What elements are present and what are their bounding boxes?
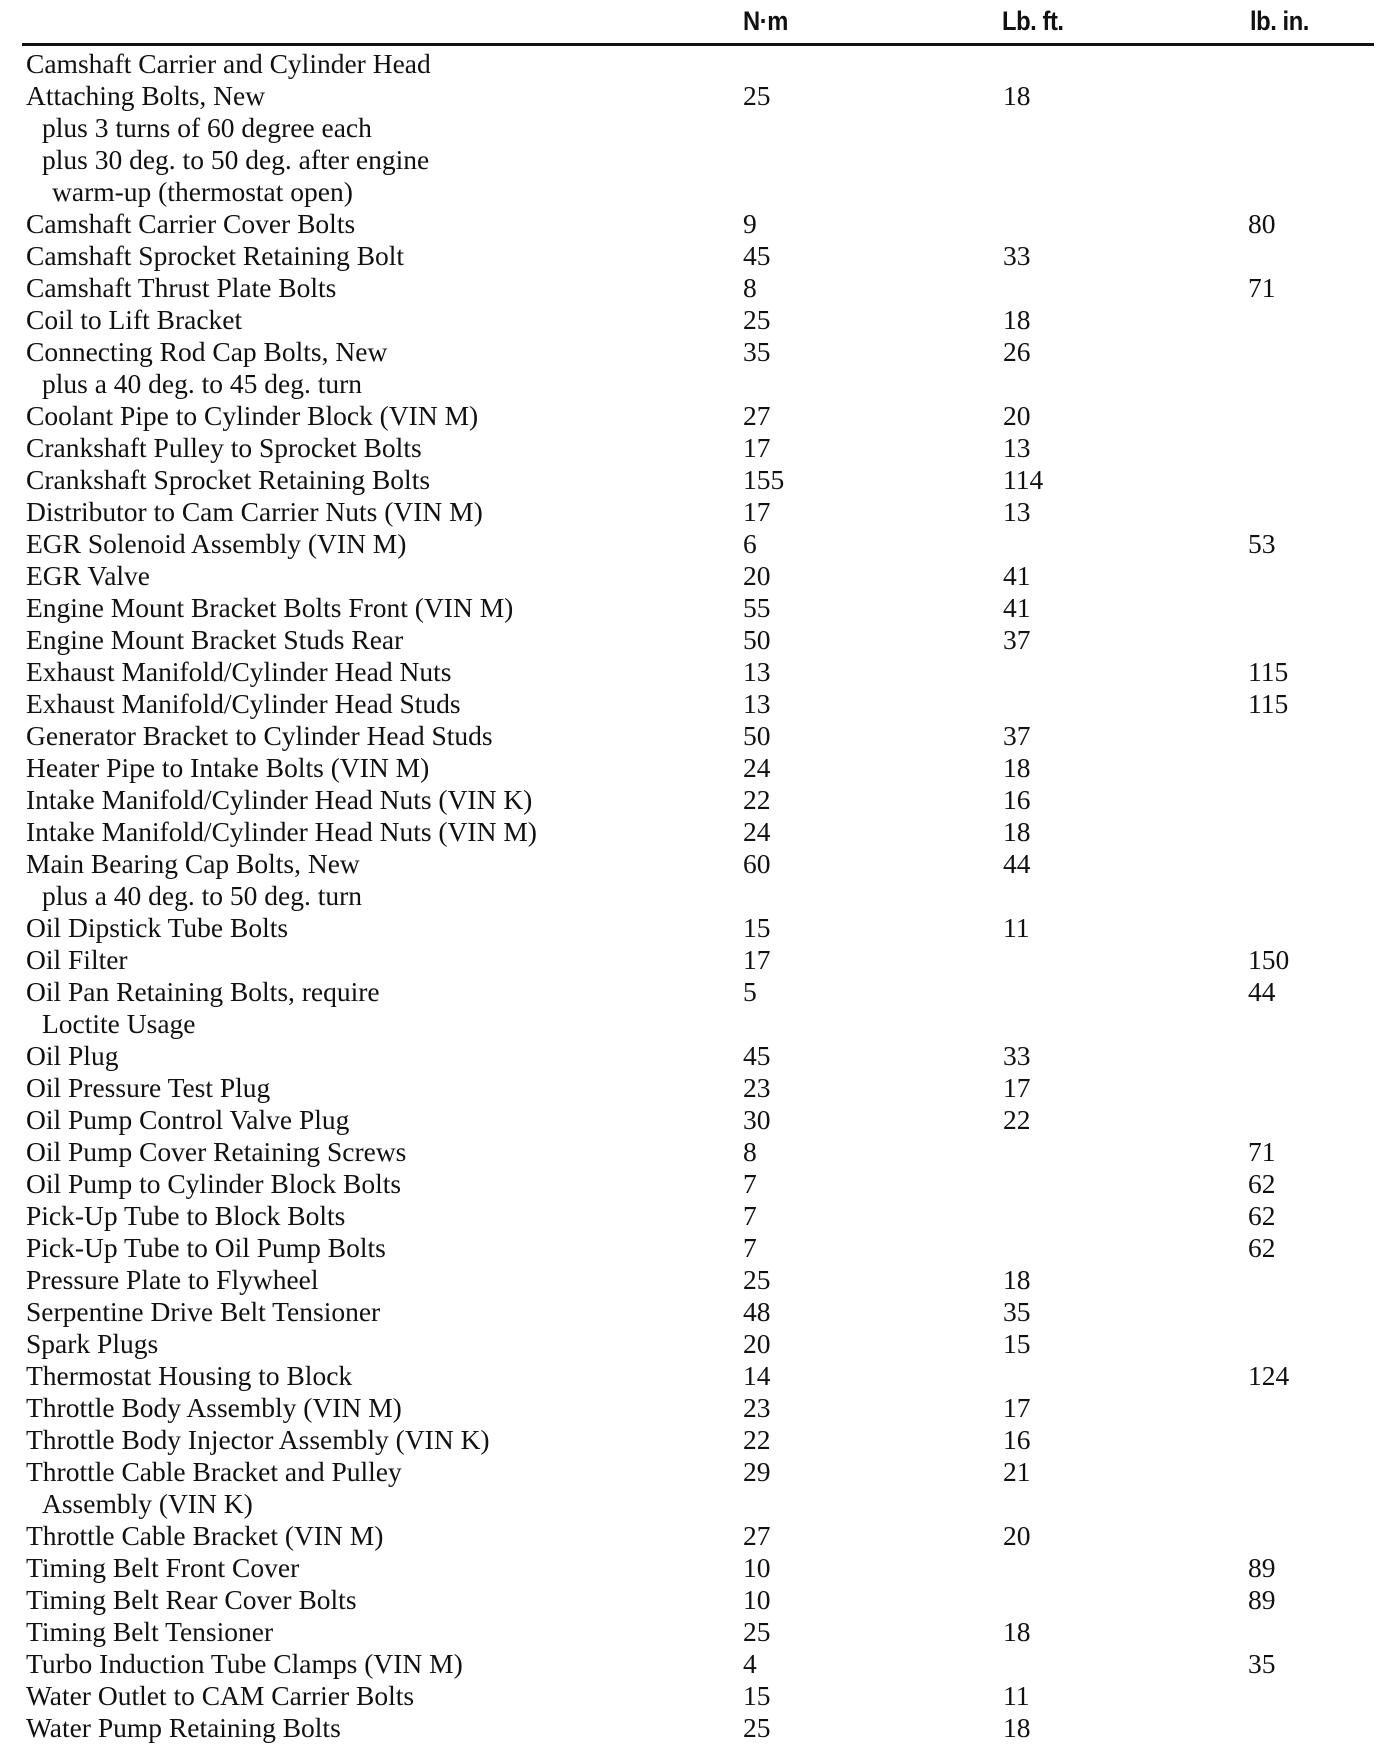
table-row — [0, 1328, 1392, 1360]
value-lbft: 13 — [1003, 432, 1031, 463]
value-nm: 45 — [743, 1040, 771, 1071]
value-nm: 24 — [743, 816, 771, 847]
table-row — [0, 1648, 1392, 1680]
value-nm: 55 — [743, 592, 771, 623]
value-lbft: 35 — [1003, 1296, 1031, 1327]
value-nm: 35 — [743, 336, 771, 367]
spec-description: Main Bearing Cap Bolts, New — [26, 848, 360, 879]
spec-description: Throttle Cable Bracket and Pulley — [26, 1456, 402, 1487]
spec-description: Timing Belt Tensioner — [26, 1616, 274, 1647]
spec-description: Water Outlet to CAM Carrier Bolts — [26, 1680, 415, 1711]
table-row — [0, 752, 1392, 784]
spec-description: Loctite Usage — [42, 1008, 196, 1039]
spec-description: Engine Mount Bracket Studs Rear — [26, 624, 404, 655]
spec-description: Connecting Rod Cap Bolts, New — [26, 336, 388, 367]
spec-description: Engine Mount Bracket Bolts Front (VIN M) — [26, 592, 514, 623]
value-nm: 13 — [743, 656, 771, 687]
table-row — [0, 80, 1392, 112]
spec-description: Pressure Plate to Flywheel — [26, 1264, 319, 1295]
value-lbft: 11 — [1003, 912, 1030, 943]
table-row — [0, 1552, 1392, 1584]
value-nm: 5 — [743, 976, 757, 1007]
value-lbin: 89 — [1248, 1552, 1276, 1583]
table-row — [0, 1680, 1392, 1712]
value-lbft: 18 — [1003, 1264, 1031, 1295]
table-row — [0, 400, 1392, 432]
spec-description: Timing Belt Front Cover — [26, 1552, 300, 1583]
spec-description: Distributor to Cam Carrier Nuts (VIN M) — [26, 496, 483, 527]
table-row — [0, 1200, 1392, 1232]
table-row — [0, 208, 1392, 240]
value-nm: 10 — [743, 1552, 771, 1583]
spec-description: Crankshaft Sprocket Retaining Bolts — [26, 464, 431, 495]
table-row — [0, 1520, 1392, 1552]
value-nm: 13 — [743, 688, 771, 719]
table-row — [0, 304, 1392, 336]
table-row — [0, 112, 1392, 144]
value-lbft: 17 — [1003, 1072, 1031, 1103]
value-lbin: 62 — [1248, 1168, 1276, 1199]
value-lbft: 18 — [1003, 304, 1031, 335]
spec-description: Serpentine Drive Belt Tensioner — [26, 1296, 381, 1327]
value-nm: 25 — [743, 80, 771, 111]
column-header-lbin: lb. in. — [1250, 6, 1309, 36]
value-nm: 27 — [743, 1520, 771, 1551]
column-header-lbft: Lb. ft. — [1002, 6, 1064, 36]
value-lbin: 62 — [1248, 1232, 1276, 1263]
value-lbin: 44 — [1248, 976, 1276, 1007]
spec-description: plus 3 turns of 60 degree each — [42, 112, 372, 143]
table-row — [0, 48, 1392, 80]
table-row — [0, 368, 1392, 400]
spec-description: Throttle Body Assembly (VIN M) — [26, 1392, 402, 1423]
value-nm: 6 — [743, 528, 757, 559]
spec-description: Oil Filter — [26, 944, 128, 975]
value-nm: 7 — [743, 1200, 757, 1231]
table-row — [0, 1232, 1392, 1264]
value-lbin: 115 — [1248, 688, 1289, 719]
table-row — [0, 624, 1392, 656]
spec-description: Oil Plug — [26, 1040, 119, 1071]
table-row — [0, 784, 1392, 816]
value-nm: 25 — [743, 1616, 771, 1647]
value-lbft: 15 — [1003, 1328, 1031, 1359]
value-lbft: 16 — [1003, 784, 1031, 815]
value-nm: 155 — [743, 464, 785, 495]
value-nm: 50 — [743, 720, 771, 751]
value-lbin: 35 — [1248, 1648, 1276, 1679]
table-row — [0, 1616, 1392, 1648]
value-lbft: 37 — [1003, 720, 1031, 751]
value-nm: 23 — [743, 1392, 771, 1423]
spec-description: Turbo Induction Tube Clamps (VIN M) — [26, 1648, 463, 1679]
header-rule — [22, 43, 1374, 46]
spec-description: Pick-Up Tube to Oil Pump Bolts — [26, 1232, 386, 1263]
table-row — [0, 1488, 1392, 1520]
value-lbft: 22 — [1003, 1104, 1031, 1135]
value-lbin: 89 — [1248, 1584, 1276, 1615]
value-nm: 4 — [743, 1648, 757, 1679]
table-row — [0, 1168, 1392, 1200]
value-lbft: 18 — [1003, 752, 1031, 783]
spec-description: Heater Pipe to Intake Bolts (VIN M) — [26, 752, 430, 783]
value-nm: 48 — [743, 1296, 771, 1327]
spec-description: Water Pump Retaining Bolts — [26, 1712, 341, 1743]
table-row — [0, 656, 1392, 688]
table-row — [0, 1712, 1392, 1744]
spec-description: Exhaust Manifold/Cylinder Head Nuts — [26, 656, 452, 687]
value-nm: 17 — [743, 944, 771, 975]
value-lbft: 18 — [1003, 816, 1031, 847]
spec-description: EGR Valve — [26, 560, 150, 591]
value-nm: 8 — [743, 1136, 757, 1167]
table-row — [0, 1040, 1392, 1072]
table-row — [0, 720, 1392, 752]
table-row — [0, 1136, 1392, 1168]
value-nm: 50 — [743, 624, 771, 655]
value-nm: 25 — [743, 304, 771, 335]
value-lbft: 33 — [1003, 1040, 1031, 1071]
table-row — [0, 176, 1392, 208]
spec-description: Camshaft Thrust Plate Bolts — [26, 272, 337, 303]
value-nm: 10 — [743, 1584, 771, 1615]
value-nm: 24 — [743, 752, 771, 783]
value-lbft: 21 — [1003, 1456, 1031, 1487]
value-lbin: 115 — [1248, 656, 1289, 687]
table-row — [0, 240, 1392, 272]
spec-description: Throttle Cable Bracket (VIN M) — [26, 1520, 384, 1551]
value-lbft: 41 — [1003, 560, 1031, 591]
table-row — [0, 528, 1392, 560]
spec-description: Oil Pump Cover Retaining Screws — [26, 1136, 407, 1167]
table-row — [0, 976, 1392, 1008]
spec-description: Intake Manifold/Cylinder Head Nuts (VIN M) — [26, 816, 537, 847]
value-nm: 9 — [743, 208, 757, 239]
table-row — [0, 1104, 1392, 1136]
table-row — [0, 336, 1392, 368]
spec-description: Throttle Body Injector Assembly (VIN K) — [26, 1424, 490, 1455]
table-row — [0, 816, 1392, 848]
table-row — [0, 1008, 1392, 1040]
spec-description: Oil Pan Retaining Bolts, require — [26, 976, 380, 1007]
table-row — [0, 1456, 1392, 1488]
torque-table — [0, 48, 1392, 1744]
value-nm: 23 — [743, 1072, 771, 1103]
value-lbft: 20 — [1003, 1520, 1031, 1551]
spec-description: EGR Solenoid Assembly (VIN M) — [26, 528, 407, 559]
spec-description: Oil Dipstick Tube Bolts — [26, 912, 289, 943]
spec-description: plus a 40 deg. to 50 deg. turn — [42, 880, 363, 911]
value-lbft: 41 — [1003, 592, 1031, 623]
value-nm: 30 — [743, 1104, 771, 1135]
spec-description: plus a 40 deg. to 45 deg. turn — [42, 368, 363, 399]
spec-description: Exhaust Manifold/Cylinder Head Studs — [26, 688, 461, 719]
spec-description: Intake Manifold/Cylinder Head Nuts (VIN K) — [26, 784, 533, 815]
table-row — [0, 688, 1392, 720]
table-row — [0, 496, 1392, 528]
table-row — [0, 1424, 1392, 1456]
value-lbft: 18 — [1003, 1712, 1031, 1743]
value-nm: 20 — [743, 1328, 771, 1359]
value-nm: 29 — [743, 1456, 771, 1487]
spec-description: Assembly (VIN K) — [42, 1488, 253, 1519]
value-lbft: 18 — [1003, 1616, 1031, 1647]
table-row — [0, 1360, 1392, 1392]
spec-description: Oil Pump Control Valve Plug — [26, 1104, 350, 1135]
value-nm: 7 — [743, 1168, 757, 1199]
value-nm: 25 — [743, 1712, 771, 1743]
spec-description: Camshaft Carrier and Cylinder Head — [26, 48, 431, 79]
spec-description: Oil Pressure Test Plug — [26, 1072, 271, 1103]
value-nm: 22 — [743, 1424, 771, 1455]
table-row — [0, 944, 1392, 976]
spec-description: Camshaft Sprocket Retaining Bolt — [26, 240, 405, 271]
table-row — [0, 432, 1392, 464]
table-row — [0, 848, 1392, 880]
spec-description: Oil Pump to Cylinder Block Bolts — [26, 1168, 402, 1199]
table-row — [0, 1264, 1392, 1296]
value-nm: 60 — [743, 848, 771, 879]
value-nm: 20 — [743, 560, 771, 591]
spec-description: warm-up (thermostat open) — [52, 176, 353, 207]
spec-description: plus 30 deg. to 50 deg. after engine — [42, 144, 430, 175]
table-row — [0, 880, 1392, 912]
value-lbft: 114 — [1003, 464, 1044, 495]
value-lbft: 20 — [1003, 400, 1031, 431]
table-row — [0, 1072, 1392, 1104]
value-lbft: 26 — [1003, 336, 1031, 367]
table-row — [0, 912, 1392, 944]
table-row — [0, 464, 1392, 496]
table-row — [0, 560, 1392, 592]
value-lbft: 13 — [1003, 496, 1031, 527]
value-lbin: 71 — [1248, 272, 1276, 303]
spec-description: Thermostat Housing to Block — [26, 1360, 353, 1391]
value-lbin: 71 — [1248, 1136, 1276, 1167]
spec-description: Timing Belt Rear Cover Bolts — [26, 1584, 357, 1615]
column-header-nm: N·m — [743, 6, 788, 36]
value-lbin: 62 — [1248, 1200, 1276, 1231]
spec-description: Generator Bracket to Cylinder Head Studs — [26, 720, 493, 751]
value-lbft: 18 — [1003, 80, 1031, 111]
value-lbin: 150 — [1248, 944, 1290, 975]
value-lbin: 53 — [1248, 528, 1276, 559]
spec-description: Coolant Pipe to Cylinder Block (VIN M) — [26, 400, 479, 431]
spec-description: Coil to Lift Bracket — [26, 304, 243, 335]
value-lbft: 16 — [1003, 1424, 1031, 1455]
value-nm: 15 — [743, 912, 771, 943]
value-lbin: 124 — [1248, 1360, 1290, 1391]
table-header — [0, 6, 1392, 40]
value-lbft: 11 — [1003, 1680, 1030, 1711]
table-row — [0, 592, 1392, 624]
spec-description: Crankshaft Pulley to Sprocket Bolts — [26, 432, 422, 463]
table-row — [0, 144, 1392, 176]
table-row — [0, 272, 1392, 304]
value-lbft: 44 — [1003, 848, 1031, 879]
spec-description: Camshaft Carrier Cover Bolts — [26, 208, 356, 239]
value-lbft: 17 — [1003, 1392, 1031, 1423]
value-nm: 17 — [743, 496, 771, 527]
table-row — [0, 1296, 1392, 1328]
value-lbft: 33 — [1003, 240, 1031, 271]
value-nm: 45 — [743, 240, 771, 271]
value-nm: 25 — [743, 1264, 771, 1295]
value-nm: 17 — [743, 432, 771, 463]
spec-description: Attaching Bolts, New — [26, 80, 266, 111]
spec-description: Spark Plugs — [26, 1328, 159, 1359]
value-nm: 15 — [743, 1680, 771, 1711]
value-nm: 22 — [743, 784, 771, 815]
value-nm: 7 — [743, 1232, 757, 1263]
value-lbft: 37 — [1003, 624, 1031, 655]
table-row — [0, 1584, 1392, 1616]
value-nm: 27 — [743, 400, 771, 431]
value-nm: 14 — [743, 1360, 771, 1391]
value-nm: 8 — [743, 272, 757, 303]
table-row — [0, 1392, 1392, 1424]
spec-description: Pick-Up Tube to Block Bolts — [26, 1200, 346, 1231]
value-lbin: 80 — [1248, 208, 1276, 239]
